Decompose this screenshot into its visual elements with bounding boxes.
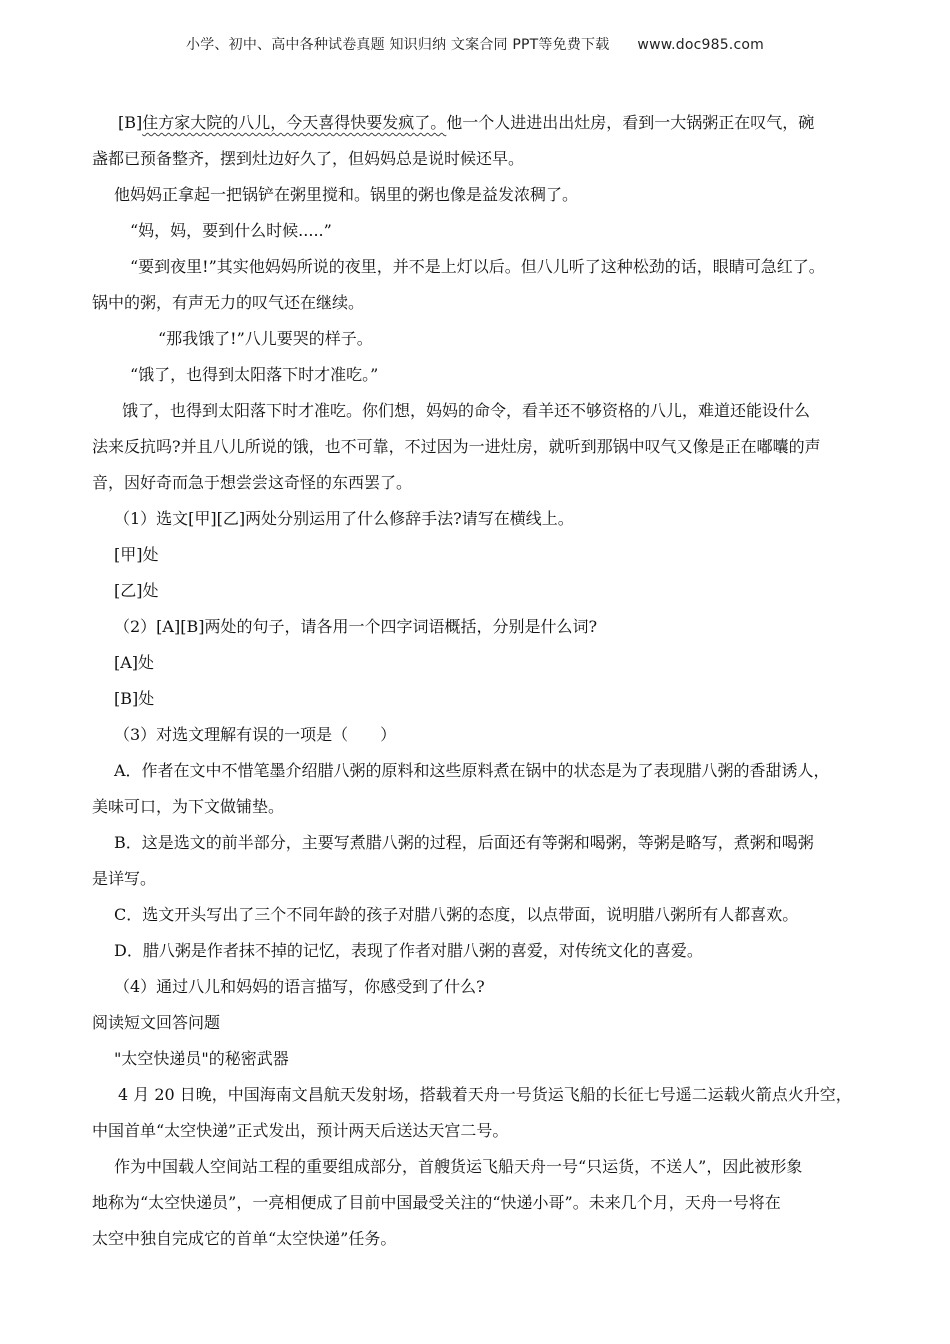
paragraph-b-line1: [B]住方家大院的八儿，今天喜得快要发疯了。他一个人进进出出灶房，看到一大锅粥正在叹气，碗 bbox=[118, 113, 815, 132]
dialogue-sunset: “饿了，也得到太阳落下时才准吃。” bbox=[130, 365, 379, 384]
article-title: "太空快递员"的秘密武器 bbox=[114, 1049, 289, 1068]
section-title: 阅读短文回答问题 bbox=[92, 1013, 221, 1032]
dialogue-night-line1: “要到夜里!”其实他妈妈所说的夜里，并不是上灯以后。但八儿听了这种松劲的话，眼睛可急红了。 bbox=[130, 257, 825, 276]
document-body bbox=[92, 106, 892, 1258]
question-2: （2）[A][B]两处的句子，请各用一个四字词语概括，分别是什么词? bbox=[114, 617, 598, 636]
label-b: [B] bbox=[118, 113, 143, 132]
header-url[interactable]: www.doc985.com bbox=[637, 37, 764, 53]
paragraph-command-line1: 饿了，也得到太阳落下时才准吃。你们想，妈妈的命令，看羊还不够资格的八儿，难道还能设什么 bbox=[122, 401, 811, 420]
header-text: 小学、初中、高中各种试卷真题 知识归纳 文案合同 PPT等免费下载 bbox=[186, 37, 610, 53]
article-para1-line2: 中国首单“太空快递”正式发出，预计两天后送达天宫二号。 bbox=[92, 1121, 509, 1140]
option-c: C．选文开头写出了三个不同年龄的孩子对腊八粥的态度，以点带面，说明腊八粥所有人都喜欢。 bbox=[114, 905, 799, 924]
dialogue-hungry: “那我饿了!”八儿要哭的样子。 bbox=[158, 329, 373, 348]
option-b-line1: B．这是选文的前半部分，主要写煮腊八粥的过程，后面还有等粥和喝粥，等粥是略写，煮粥和喝粥 bbox=[114, 833, 814, 852]
article-para2-line1: 作为中国载人空间站工程的重要组成部分，首艘货运飞船天舟一号“只运货，不送人”，因此被形象 bbox=[114, 1157, 803, 1176]
option-a-line2: 美味可口，为下文做铺垫。 bbox=[92, 797, 285, 816]
question-4: （4）通过八儿和妈妈的语言描写，你感受到了什么? bbox=[114, 977, 485, 996]
question-2-answer-a: [A]处 bbox=[114, 653, 155, 672]
question-1-answer-yi: [乙]处 bbox=[114, 581, 159, 600]
article-para2-line3: 太空中独自完成它的首单“太空快递”任务。 bbox=[92, 1229, 397, 1248]
question-3: （3）对选文理解有误的一项是（ ） bbox=[114, 725, 397, 744]
dialogue-night-line2: 锅中的粥，有声无力的叹气还在继续。 bbox=[92, 293, 365, 312]
question-1-answer-jia: [甲]处 bbox=[114, 545, 159, 564]
dialogue-when: “妈，妈，要到什么时候.....” bbox=[130, 221, 332, 240]
option-a-line1: A．作者在文中不惜笔墨介绍腊八粥的原料和这些原料煮在锅中的状态是为了表现腊八粥的香甜诱人， bbox=[114, 761, 830, 780]
article-para1-line1: 4 月 20 日晚，中国海南文昌航天发射场，搭载着天舟一号货运飞船的长征七号遥二运载火箭点火升空， bbox=[118, 1085, 852, 1104]
question-1: （1）选文[甲][乙]两处分别运用了什么修辞手法?请写在横线上。 bbox=[114, 509, 574, 528]
paragraph-stirring: 他妈妈正拿起一把锅铲在粥里搅和。锅里的粥也像是益发浓稠了。 bbox=[114, 185, 579, 204]
question-2-answer-b: [B]处 bbox=[114, 689, 155, 708]
paragraph-command-line3: 音，因好奇而急于想尝尝这奇怪的东西罢了。 bbox=[92, 473, 413, 492]
wavy-underlined-sentence: 住方家大院的八儿，今天喜得快要发疯了。 bbox=[142, 113, 447, 132]
paragraph-command-line2: 法来反抗吗?并且八儿所说的饿，也不可靠，不过因为一进灶房，就听到那锅中叹气又像是正在嘟囔的声 bbox=[92, 437, 821, 456]
page-header bbox=[0, 34, 950, 54]
paragraph-b-line2: 盏都已预备整齐，摆到灶边好久了，但妈妈总是说时候还早。 bbox=[92, 149, 525, 168]
option-b-line2: 是详写。 bbox=[92, 869, 157, 888]
option-d: D．腊八粥是作者抹不掉的记忆，表现了作者对腊八粥的喜爱，对传统文化的喜爱。 bbox=[114, 941, 703, 960]
article-para2-line2: 地称为“太空快递员”，一亮相便成了目前中国最受关注的“快递小哥”。未来几个月，天舟一号将在 bbox=[92, 1193, 781, 1212]
